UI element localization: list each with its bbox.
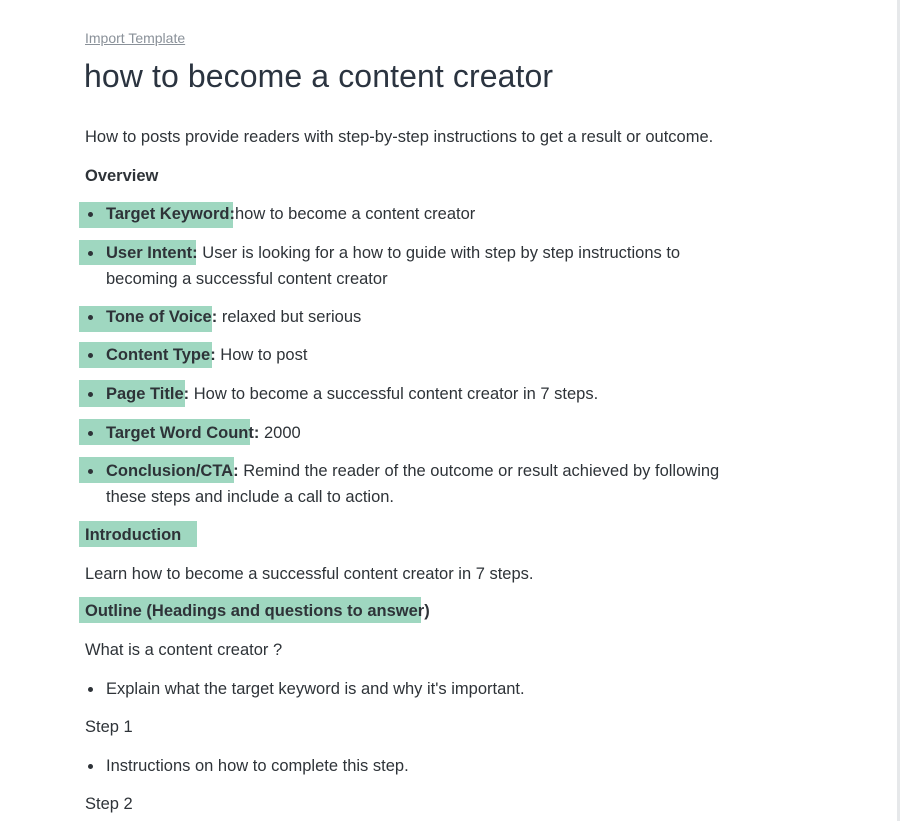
list-item-value: How to post: [220, 346, 308, 364]
list-item-conclusion-cta: [106, 458, 746, 510]
list-item-user-intent: [106, 240, 716, 292]
list-item-value: Remind the reader of the outcome or result achieved by following these steps and include a call to action.: [106, 462, 720, 506]
overview-heading: Overview: [85, 167, 159, 185]
list-item-instructions: Instructions on how to complete this step.: [106, 757, 409, 775]
bullet-icon: [88, 431, 93, 436]
bullet-icon: [88, 315, 93, 320]
list-item-label: Target Word Count:: [106, 424, 260, 442]
bullet-icon: [88, 469, 93, 474]
list-item-tone-of-voice: [106, 304, 746, 330]
bullet-icon: [88, 212, 93, 217]
list-item-label: Content Type:: [106, 346, 216, 364]
list-item-label: Conclusion/CTA:: [106, 462, 239, 480]
intro-paragraph: How to posts provide readers with step-by-step instructions to get a result or outcome.: [85, 128, 714, 146]
bullet-icon: [88, 353, 93, 358]
list-item-explain: Explain what the target keyword is and why it's important.: [106, 680, 525, 698]
import-template-link[interactable]: Import Template: [85, 30, 186, 46]
introduction-heading: Introduction: [85, 526, 182, 544]
bullet-icon: [88, 687, 93, 692]
list-item-value: User is looking for a how to guide with step by step instructions to becoming a successful content creator: [106, 244, 681, 288]
list-item-label: User Intent:: [106, 244, 198, 262]
step-1-heading: Step 1: [85, 718, 133, 736]
step-2-heading: Step 2: [85, 795, 133, 813]
list-item-value: How to become a successful content creator in 7 steps.: [193, 385, 599, 403]
introduction-text: Learn how to become a successful content creator in 7 steps.: [85, 565, 534, 583]
bullet-icon: [88, 392, 93, 397]
bullet-icon: [88, 251, 93, 256]
outline-question: What is a content creator ?: [85, 641, 283, 659]
list-item-page-title: [106, 381, 746, 407]
list-item-target-word-count: [106, 420, 746, 446]
list-item-value: relaxed but serious: [221, 308, 362, 326]
list-item-value: 2000: [263, 424, 301, 442]
page-title: how to become a content creator: [84, 58, 554, 94]
list-item-label: Tone of Voice:: [106, 308, 218, 326]
list-item-label: Target Keyword:: [106, 205, 235, 223]
list-item-value: how to become a content creator: [234, 205, 476, 223]
outline-heading: Outline (Headings and questions to answer): [85, 602, 430, 620]
bullet-icon: [88, 764, 93, 769]
list-item-content-type: [106, 342, 746, 368]
list-item-label: Page Title:: [106, 385, 190, 403]
list-item-target-keyword: [106, 201, 746, 227]
